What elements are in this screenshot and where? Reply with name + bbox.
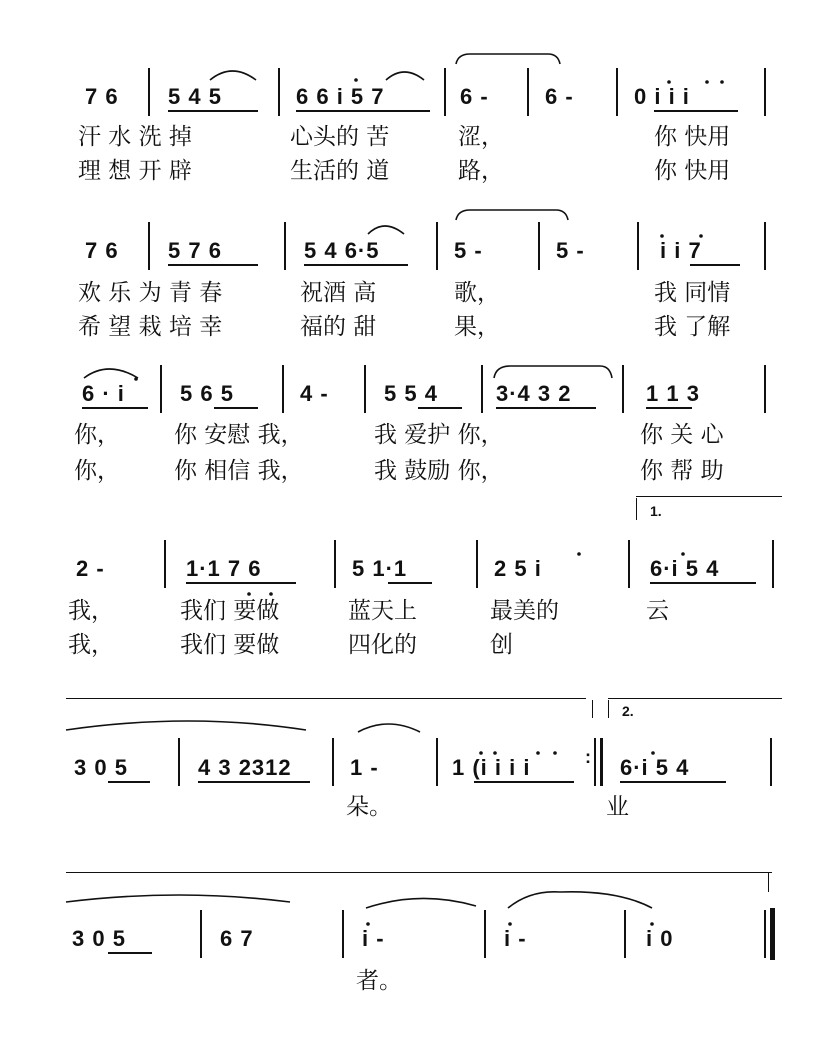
notes-measure: 6 - — [545, 84, 574, 109]
octave-dot — [650, 922, 654, 926]
slur-arc — [366, 898, 476, 908]
lyric-verse-1: 你， — [74, 422, 120, 448]
lyric-verse-1: 你 安慰 我， — [174, 422, 304, 448]
notes-measure: 6 - — [460, 84, 489, 109]
notes-measure: 5 4 5 — [168, 84, 222, 109]
notes-measure: i - — [362, 926, 385, 951]
octave-dot — [508, 922, 512, 926]
slur-arc — [386, 72, 424, 80]
octave-dot — [134, 377, 138, 381]
slur-arc — [456, 210, 568, 220]
notes-measure: 1 1 3 — [646, 381, 700, 406]
lyric-verse-1: 歌， — [454, 280, 500, 306]
lyric-verse-2: 希 望 栽 培 幸 — [78, 314, 223, 340]
octave-dot — [553, 751, 557, 755]
notes-measure: i i 7 — [660, 238, 702, 263]
lyric-verse-2: 你 帮 助 — [640, 458, 724, 484]
notes-measure: 6 7 — [220, 926, 254, 951]
notes-measure: 5 - — [454, 238, 483, 263]
octave-dot — [660, 234, 664, 238]
octave-dot — [354, 78, 358, 82]
lyric-verse-1: 你 快用 — [654, 124, 731, 150]
lyric-verse-2: 生活的 道 — [290, 158, 390, 184]
lyric-verse-1: 欢 乐 为 青 春 — [78, 280, 223, 306]
lyric-verse-2: 你 相信 我， — [174, 458, 304, 484]
volta-2-label: 2. — [622, 703, 634, 719]
lyric-verse-1: 涩， — [458, 124, 504, 150]
octave-dot — [493, 751, 497, 755]
lyric-verse-1: 朵。 — [346, 794, 392, 820]
lyric-verse-2: 四化的 — [348, 632, 417, 658]
lyric-verse-2: 福的 甜 — [300, 314, 377, 340]
lyric-verse-2: 你， — [74, 458, 120, 484]
lyric-verse-2: 我， — [68, 632, 114, 658]
octave-dot — [577, 552, 581, 556]
lyric-verse-1: 心头的 苦 — [290, 124, 390, 150]
octave-dot — [247, 592, 251, 596]
octave-dot — [651, 751, 655, 755]
lyric-verse-1: 者。 — [356, 968, 402, 994]
lyric-verse-1: 汗 水 洗 掉 — [78, 124, 192, 150]
octave-dot — [536, 751, 540, 755]
notes-measure: 5 5 4 — [384, 381, 438, 406]
lyric-verse-1: 你 关 心 — [640, 422, 724, 448]
slur-arc — [508, 892, 652, 908]
octave-dot — [667, 80, 671, 84]
volta-1-label: 1. — [650, 503, 662, 519]
notes-measure: 7 6 — [85, 84, 119, 109]
lyric-verse-2: 我们 要做 — [180, 632, 280, 658]
notes-measure: 6 · i — [82, 381, 125, 406]
notes-measure: 6·i 5 4 — [620, 755, 690, 780]
slur-arc — [456, 54, 560, 64]
octave-dot — [479, 751, 483, 755]
notes-measure: 6·i 5 4 — [650, 556, 720, 581]
notes-measure: 4 3 2312 — [198, 755, 292, 780]
lyric-verse-1: 最美的 — [490, 598, 559, 624]
notes-measure: 0 i i i — [634, 84, 690, 109]
lyric-verse-2: 理 想 开 辟 — [78, 158, 192, 184]
slur-arc — [66, 895, 290, 902]
notes-measure: 2 - — [76, 556, 105, 581]
slur-arc — [494, 366, 612, 378]
lyric-verse-2: 业 — [606, 794, 629, 820]
notes-measure: 3·4 3 2 — [496, 381, 572, 406]
repeat-dots-icon: : — [585, 747, 591, 767]
slur-arc — [368, 226, 404, 234]
notes-measure: 6 6 i 5 7 — [296, 84, 385, 109]
lyric-verse-2: 我 鼓励 你， — [374, 458, 504, 484]
notes-measure: 5 7 6 — [168, 238, 222, 263]
notes-measure: 5 4 6·5 — [304, 238, 380, 263]
lyric-verse-2: 创 — [490, 632, 513, 658]
slur-arc — [358, 724, 420, 732]
notes-measure: 3 0 5 — [74, 755, 128, 780]
lyric-verse-1: 我们 要做 — [180, 598, 280, 624]
notes-measure: 1 - — [350, 755, 379, 780]
notes-measure: 7 6 — [85, 238, 119, 263]
slur-arc — [84, 369, 138, 378]
octave-dot — [366, 922, 370, 926]
lyric-verse-1: 我 爱护 你， — [374, 422, 504, 448]
notes-measure: 3 0 5 — [72, 926, 126, 951]
slur-arc — [210, 71, 256, 80]
lyric-verse-2: 我 了解 — [654, 314, 731, 340]
lyric-verse-1: 祝酒 高 — [300, 280, 377, 306]
octave-dot — [705, 80, 709, 84]
lyric-verse-1: 我， — [68, 598, 114, 624]
lyric-verse-1: 我 同情 — [654, 280, 731, 306]
notes-measure: i - — [504, 926, 527, 951]
lyric-verse-1: 云 — [646, 598, 669, 624]
notes-measure: 4 - — [300, 381, 329, 406]
notes-measure: i 0 — [646, 926, 674, 951]
lyric-verse-2: 果， — [454, 314, 500, 340]
lyric-verse-1: 蓝天上 — [348, 598, 417, 624]
octave-dot — [699, 234, 703, 238]
notes-measure: 5 6 5 — [180, 381, 234, 406]
octave-dot — [681, 552, 685, 556]
octave-dot — [720, 80, 724, 84]
notes-measure: 1 (i i i i — [452, 755, 531, 780]
notes-measure: 5 - — [556, 238, 585, 263]
slur-arc — [66, 721, 306, 730]
notes-measure: 1·1 7 6 — [186, 556, 262, 581]
lyric-verse-2: 路， — [458, 158, 504, 184]
lyric-verse-2: 你 快用 — [654, 158, 731, 184]
octave-dot — [269, 592, 273, 596]
notes-measure: 2 5 i — [494, 556, 542, 581]
notes-measure: 5 1·1 — [352, 556, 408, 581]
